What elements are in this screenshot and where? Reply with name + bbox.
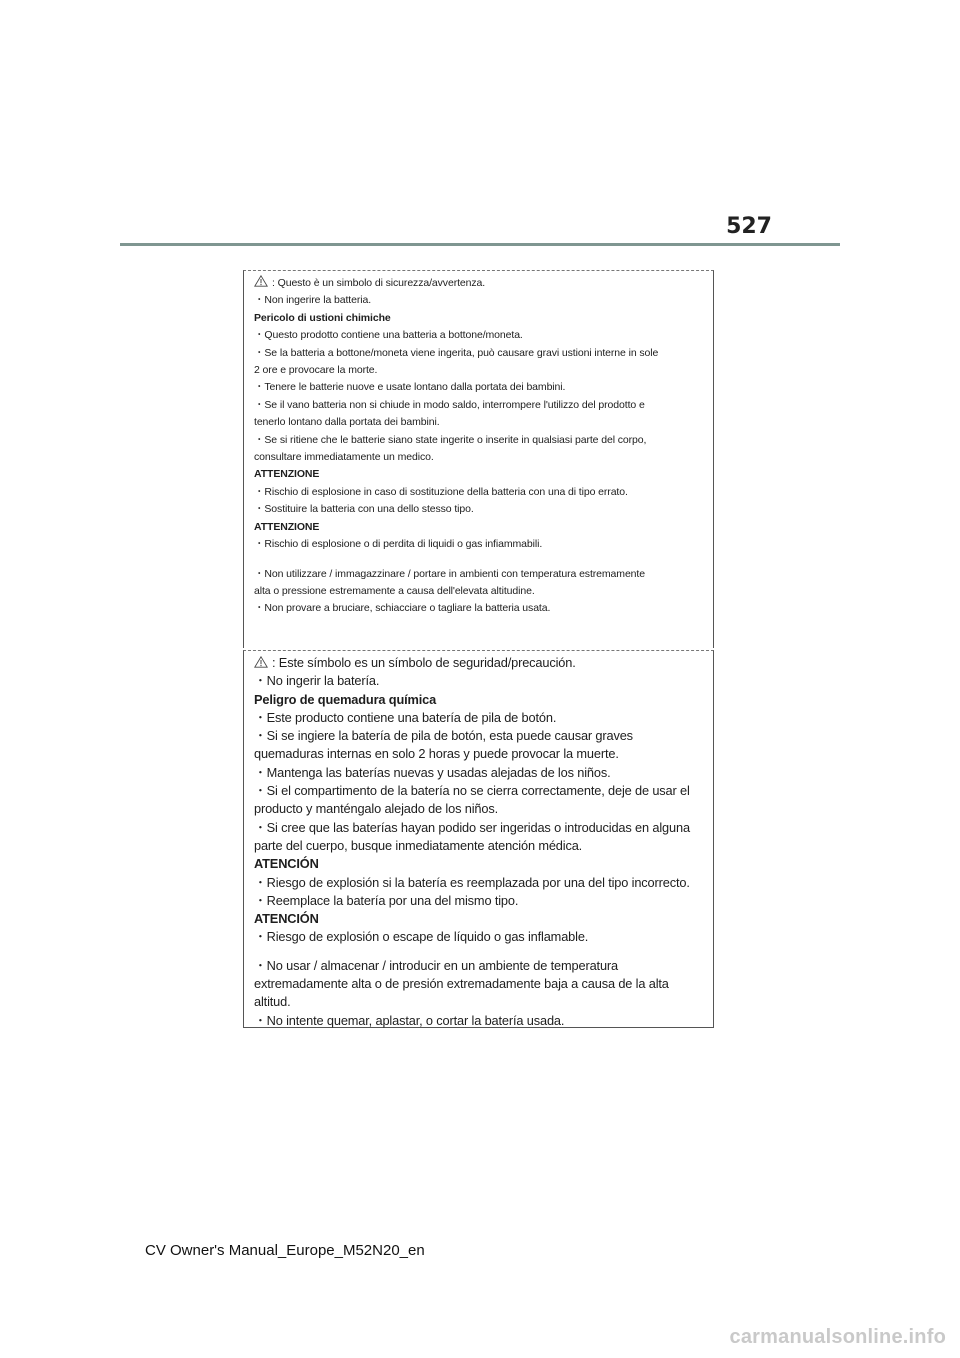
- section-heading: ATTENZIONE: [254, 520, 320, 533]
- spanish-warning-box: [243, 650, 714, 1028]
- text-line: ・No usar / almacenar / introducir en un ambiente de temperatura: [254, 957, 618, 973]
- text-line: ・Rischio di esplosione o di perdita di liquidi o gas infiammabili.: [254, 538, 543, 551]
- text-line: parte del cuerpo, busque inmediatamente atención médica.: [254, 837, 583, 853]
- warning-symbol-text: : Questo è un simbolo di sicurezza/avvertenza.: [272, 277, 486, 289]
- text-line: ・Non ingerire la batteria.: [254, 294, 372, 307]
- section-heading: Peligro de quemadura química: [254, 691, 437, 707]
- text-line: ・Non utilizzare / immagazzinare / portare in ambienti con temperatura estremamente: [254, 567, 645, 580]
- text-line: ・Tenere le batterie nuove e usate lontano dalla portata dei bambini.: [254, 381, 566, 394]
- text-line: ・Si se ingiere la batería de pila de botón, esta puede causar graves: [254, 728, 633, 744]
- text-line: quemaduras internas en solo 2 horas y puede provocar la muerte.: [254, 746, 619, 762]
- warning-triangle-icon: [254, 656, 268, 668]
- text-line: ・Mantenga las baterías nuevas y usadas alejadas de los niños.: [254, 764, 611, 780]
- text-line: [254, 654, 705, 672]
- line-gap: [254, 947, 705, 957]
- line-gap: [254, 554, 705, 566]
- text-line: extremadamente alta o de presión extremadamente baja a causa de la alta: [254, 976, 669, 992]
- warning-symbol-text: : Este símbolo es un símbolo de seguridad/precaución.: [272, 655, 576, 670]
- text-line: ・Non provare a bruciare, schiacciare o tagliare la batteria usata.: [254, 602, 551, 615]
- text-line: 2 ore e provocare la morte.: [254, 364, 378, 377]
- text-line: ・Questo prodotto contiene una batteria a bottone/moneta.: [254, 329, 523, 342]
- text-line: ・Este producto contiene una batería de pila de botón.: [254, 709, 557, 725]
- text-line: ・Reemplace la batería por una del mismo tipo.: [254, 892, 519, 908]
- section-heading: ATENCIÓN: [254, 911, 319, 927]
- watermark: carmanualsonline.info: [729, 1326, 946, 1348]
- text-line: producto y manténgalo alejado de los niños.: [254, 801, 498, 817]
- text-line: tenerlo lontano dalla portata dei bambini.: [254, 416, 440, 429]
- section-heading: ATENCIÓN: [254, 856, 319, 872]
- italian-warning-box: [243, 270, 714, 648]
- text-line: ・Se il vano batteria non si chiude in modo saldo, interrompere l'utilizzo del prodotto e: [254, 398, 645, 411]
- text-line: ・Riesgo de explosión si la batería es reemplazada por una del tipo incorrecto.: [254, 874, 690, 890]
- text-line: ・Sostituire la batteria con una dello stesso tipo.: [254, 503, 474, 516]
- text-line: ・Si cree que las baterías hayan podido ser ingeridas o introducidas en alguna: [254, 819, 690, 835]
- page-number: 527: [726, 214, 772, 239]
- section-heading: Pericolo di ustioni chimiche: [254, 311, 391, 324]
- footer-manual-title: CV Owner's Manual_Europe_M52N20_en: [145, 1242, 425, 1259]
- text-line: consultare immediatamente un medico.: [254, 451, 434, 464]
- text-line: [254, 275, 705, 292]
- section-heading: ATTENZIONE: [254, 468, 320, 481]
- text-line: ・Se si ritiene che le batterie siano state ingerite o inserite in qualsiasi parte del corpo,: [254, 433, 647, 446]
- text-line: ・Riesgo de explosión o escape de líquido o gas inflamable.: [254, 929, 589, 945]
- warning-triangle-icon: [254, 275, 268, 287]
- text-line: ・Rischio di esplosione in caso di sostituzione della batteria con una di tipo errato.: [254, 485, 628, 498]
- header-rule: [120, 243, 840, 246]
- text-line: ・No ingerir la batería.: [254, 673, 380, 689]
- text-line: ・Si el compartimento de la batería no se cierra correctamente, deje de usar el: [254, 783, 690, 799]
- text-line: ・No intente quemar, aplastar, o cortar la batería usada.: [254, 1012, 565, 1028]
- text-line: alta o pressione estremamente a causa dell'elevata altitudine.: [254, 584, 535, 597]
- text-line: altitud.: [254, 994, 291, 1010]
- text-line: ・Se la batteria a bottone/moneta viene ingerita, può causare gravi ustioni interne in sole: [254, 346, 659, 359]
